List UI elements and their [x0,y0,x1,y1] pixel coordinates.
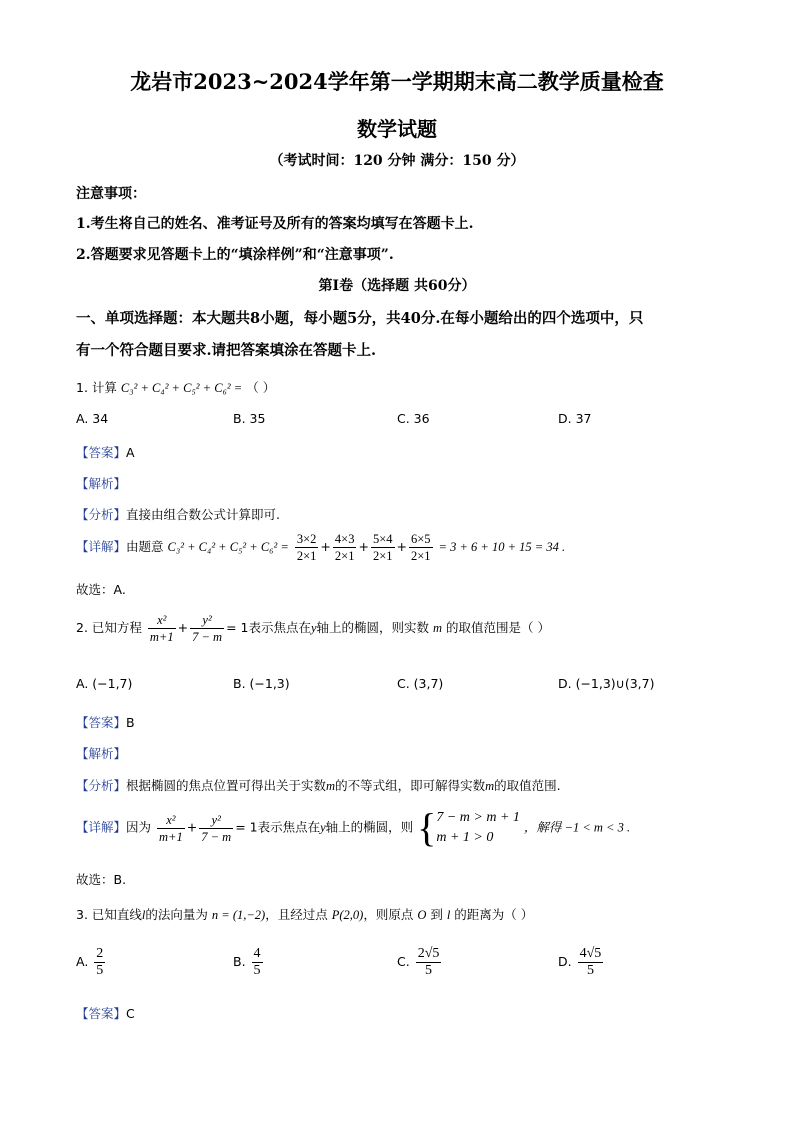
q1-option-a: A. 34 [76,411,109,426]
notice-item-1: 1.考生将自己的姓名、准考证号及所有的答案均填写在答题卡上. [76,216,474,232]
q2-stem-mid: = 1表示焦点在 [226,620,311,635]
q3-option-b: B. $\frac{4}{5}$ [233,946,261,978]
q2-fenxi: 【分析】根据椭圆的焦点位置可得出关于实数m的不等式组，即可解得实数m的取值范围. [76,778,561,793]
q3-vector: n = (1,−2) [211,908,266,922]
detail-label: 【详解】 [76,819,127,835]
q2-analysis-label [76,744,126,762]
q1-option-c: C. 36 [397,411,430,426]
section-intro-1: 一、单项选择题：本大题共8小题，每小题5分，共40分.在每小题给出的四个选项中，只 [76,310,644,327]
q2-var-m: m [433,621,443,635]
notice-item-2: 2.答题要求见答题卡上的“填涂样例”和“注意事项”. [76,247,394,263]
q1-fraction-4: $\frac{6\times 5}{2\times 1}$ [410,532,431,563]
q1-stem-suffix: （ ） [246,380,276,395]
q2-stem: 2. 已知方程 $\frac{\text{x²}}{m+1}$ + $\frac{\text{y²}}{7 - m}$ = 1表示焦点在y轴上的椭圆，则实数 m 的取值范围是（ ） [76,613,551,644]
q1-conclusion: 故选：A. [76,582,126,597]
q2-stem-prefix: 2. 已知方程 [76,620,142,635]
q2-conclusion: 故选：B. [76,872,127,887]
answer-label: 【答案】 [76,1006,127,1021]
q3-answer-value: C [126,1006,135,1021]
fenxi-label: 【分析】 [76,507,127,522]
q3-stem: 3. 已知直线l的法向量为 n = (1,−2)，且经过点 P(2,0)，则原点 O 到 l 的距离为（ ） [76,907,534,922]
q3-option-a: A. $\frac{2}{5}$ [76,946,104,978]
q1-detail-prefix: 由题意 [126,539,164,554]
q1-fraction-2: $\frac{4\times 3}{2\times 1}$ [334,532,355,563]
answer-label: 【答案】 [76,715,127,730]
q1-answer [76,443,135,461]
q2-stem-mid2: 轴上的椭圆，则实数 [316,620,430,635]
q2-answer [76,713,135,731]
q1-fraction-1: $\frac{3\times 2}{2\times 1}$ [296,532,317,563]
q1-stem-prefix: 1. 计算 [76,380,117,395]
analysis-label: 【解析】 [76,476,127,491]
q2-answer-value: B [126,715,135,730]
q1-expr: C₃² + C₄² + C₅² + C₆² = [120,381,243,395]
q2-stem-suffix: 的取值范围是（ ） [446,620,551,635]
q3-option-d: D. $\frac{4√5}{5}$ [558,946,602,978]
q2-detail: 【详解】因为 $\frac{\text{x²}}{m+1}$ + $\frac{\text{y²}}{7 - m}$ = 1表示焦点在y轴上的椭圆，则 { 7 − m > m + 1 m + 1 > 0 ，解得 −1 < m < 3 . [76,805,631,850]
q1-option-b: B. 35 [233,411,266,426]
q1-fenxi [76,505,280,523]
q1-detail: 【详解】由题意 C₃² + C₄² + C₅² + C₆² = $\frac{3\times 2}{2\times 1}$ + $\frac{4\times 3}{2\times 1}$ + $\frac{5\times 4}{2\times 1}$ + $\frac{6\times 5}{2\times 1}$ = 3 + 6 + 10 + 15 = 34 . [76,532,566,563]
q1-analysis-label [76,474,126,492]
exam-title: 龙岩市2023~2024学年第一学期期末高二教学质量检查 [130,69,664,94]
q1-answer-value: A [126,445,135,460]
q1-detail-result: = 3 + 6 + 10 + 15 = 34 . [438,540,566,554]
q2-option-a: A. (−1,7) [76,676,133,691]
q2-option-c: C. (3,7) [397,676,444,691]
exam-subtitle: 数学试题 [357,117,437,141]
part-title: 第Ⅰ卷（选择题 共60分） [318,278,476,294]
q1-option-d: D. 37 [558,411,592,426]
q3-point: P(2,0) [331,908,364,922]
exam-info: （考试时间：120 分钟 满分：150 分） [269,153,525,169]
q3-option-c: C. $\frac{2√5}{5}$ [397,946,440,978]
q1-detail-expr: C₃² + C₄² + C₅² + C₆² = [167,540,289,554]
q2-frac-y: $\frac{\text{y²}}{7 - m}$ [192,613,223,644]
q2-var-y: y [310,621,317,635]
q1-fenxi-text: 直接由组合数公式计算即可. [126,507,280,522]
notice-heading: 注意事项： [76,186,146,202]
section-intro-2: 有一个符合题目要求.请把答案填涂在答题卡上. [76,342,377,359]
q2-inequality-system: { 7 − m > m + 1 m + 1 > 0 [417,805,520,850]
q2-frac-x: $\frac{\text{x²}}{m+1}$ [149,613,174,644]
q2-option-b: B. (−1,3) [233,676,290,691]
detail-label: 【详解】 [76,539,127,554]
analysis-label: 【解析】 [76,746,127,761]
q1-fraction-3: $\frac{5\times 4}{2\times 1}$ [372,532,393,563]
q2-option-d: D. (−1,3)∪(3,7) [558,676,655,691]
q3-answer [76,1004,135,1022]
fenxi-label: 【分析】 [76,778,127,793]
q1-stem [76,378,275,396]
answer-label: 【答案】 [76,445,127,460]
